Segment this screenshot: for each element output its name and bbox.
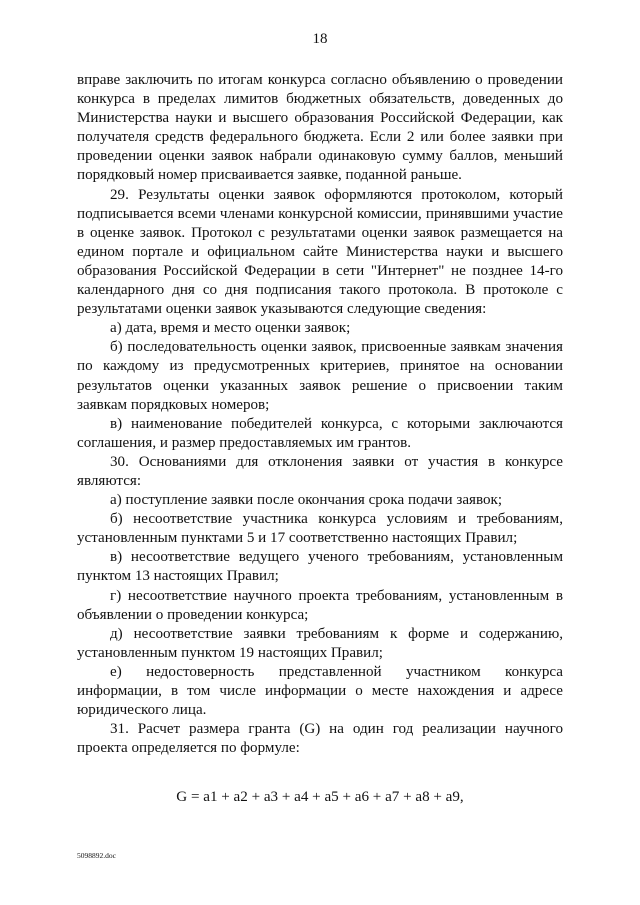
page-number: 18 <box>312 31 328 47</box>
list-item: е) недостоверность представленной участником конкурса информации, в том числе информации о месте нахождения и адресе юридического лица. <box>77 663 563 719</box>
document-body <box>77 71 563 758</box>
list-item: а) дата, время и место оценки заявок; <box>110 320 351 337</box>
list-item: г) несоответствие научного проекта требованиям, установленным в объявлении о проведении конкурса; <box>77 587 563 623</box>
list-item: в) наименование победителей конкурса, с которыми заключаются соглашения, и размер предоставляемых им грантов. <box>77 415 563 451</box>
list-item: а) поступление заявки после окончания срока подачи заявок; <box>110 492 503 509</box>
list-item: д) несоответствие заявки требованиям к форме и содержанию, установленным пунктом 19 настоящих Правил; <box>77 625 563 661</box>
paragraph: 31. Расчет размера гранта (G) на один год реализации научного проекта определяется по формуле: <box>77 721 563 757</box>
paragraph: вправе заключить по итогам конкурса согласно объявлению о проведении конкурса в пределах лимитов бюджетных обязательств, доведенных до Министерства науки и высшего образования Российской Федерации, как получателя средств федерального бюджета. Если 2 или более заявки при проведении оценки заявок набрали одинаковую сумму баллов, меньший порядковый номер присваивается заявке, поданной раньше. <box>77 72 563 184</box>
paragraph: 29. Результаты оценки заявок оформляются протоколом, который подписывается всеми членами конкурсной комиссии, принявшими участие в оценке заявок. Протокол с результатами оценки заявок размещается на едином портале и официальном сайте Министерства науки и высшего образования Российской Федерации в сети "Интернет" не позднее 14-го календарного дня со дня подписания такого протокола. В протоколе с результатами оценки заявок указываются следующие сведения: <box>77 186 563 318</box>
list-item: в) несоответствие ведущего ученого требованиям, установленным пунктом 13 настоящих Правил; <box>77 549 563 585</box>
list-item: б) последовательность оценки заявок, присвоенные заявкам значения по каждому из предусмотренных критериев, принятое на основании результатов оценки указанных заявок решение о присвоении таким заявкам порядковых номеров; <box>77 339 563 413</box>
file-name-footer: 5098892.doc <box>77 851 116 860</box>
paragraph: 30. Основаниями для отклонения заявки от участия в конкурсе являются: <box>77 453 563 489</box>
list-item: б) несоответствие участника конкурса условиям и требованиям, установленным пунктами 5 и 17 соответственно настоящих Правил; <box>77 511 563 547</box>
grant-formula: G = a1 + a2 + a3 + a4 + a5 + a6 + a7 + a8 + a9, <box>176 789 464 805</box>
